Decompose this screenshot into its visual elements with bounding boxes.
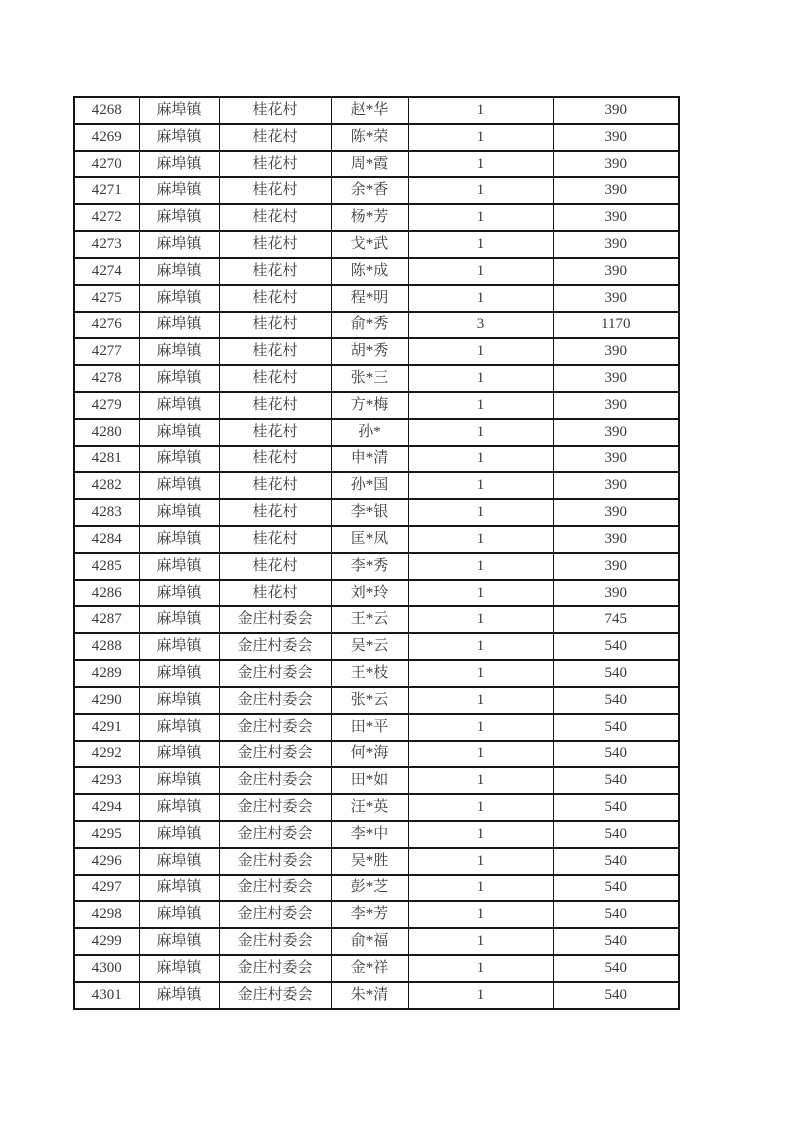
table-row (74, 151, 679, 178)
cell-town: 麻埠镇 (139, 901, 219, 928)
cell-serial-number: 4293 (74, 767, 139, 794)
table-row (74, 204, 679, 231)
cell-town: 麻埠镇 (139, 714, 219, 741)
cell-amount: 390 (553, 97, 679, 124)
cell-serial-number: 4286 (74, 580, 139, 607)
cell-serial-number: 4268 (74, 97, 139, 124)
cell-amount: 390 (553, 177, 679, 204)
cell-person-name: 陈*成 (331, 258, 408, 285)
cell-amount: 540 (553, 767, 679, 794)
cell-person-name: 张*三 (331, 365, 408, 392)
cell-serial-number: 4271 (74, 177, 139, 204)
table-row (74, 472, 679, 499)
cell-serial-number: 4284 (74, 526, 139, 553)
table-row (74, 660, 679, 687)
cell-count: 1 (408, 177, 553, 204)
table-row (74, 499, 679, 526)
cell-town: 麻埠镇 (139, 419, 219, 446)
cell-count: 1 (408, 124, 553, 151)
cell-amount: 390 (553, 526, 679, 553)
cell-count: 1 (408, 848, 553, 875)
cell-person-name: 汪*英 (331, 794, 408, 821)
cell-person-name: 李*中 (331, 821, 408, 848)
table-row (74, 526, 679, 553)
cell-serial-number: 4269 (74, 124, 139, 151)
cell-village: 桂花村 (219, 580, 331, 607)
cell-count: 1 (408, 580, 553, 607)
table-row (74, 875, 679, 902)
cell-person-name: 吴*云 (331, 633, 408, 660)
cell-town: 麻埠镇 (139, 928, 219, 955)
cell-serial-number: 4276 (74, 312, 139, 339)
table-row (74, 285, 679, 312)
cell-village: 金庄村委会 (219, 955, 331, 982)
cell-person-name: 田*如 (331, 767, 408, 794)
cell-village: 桂花村 (219, 446, 331, 473)
subsidy-list-table (73, 96, 680, 1010)
cell-count: 1 (408, 660, 553, 687)
cell-count: 1 (408, 606, 553, 633)
table-row (74, 338, 679, 365)
cell-village: 金庄村委会 (219, 928, 331, 955)
cell-town: 麻埠镇 (139, 687, 219, 714)
table-row (74, 419, 679, 446)
cell-amount: 390 (553, 285, 679, 312)
cell-amount: 540 (553, 794, 679, 821)
cell-count: 1 (408, 231, 553, 258)
cell-town: 麻埠镇 (139, 365, 219, 392)
cell-amount: 390 (553, 151, 679, 178)
cell-village: 桂花村 (219, 419, 331, 446)
cell-town: 麻埠镇 (139, 446, 219, 473)
cell-amount: 745 (553, 606, 679, 633)
cell-town: 麻埠镇 (139, 97, 219, 124)
cell-count: 1 (408, 955, 553, 982)
cell-village: 金庄村委会 (219, 741, 331, 768)
cell-count: 3 (408, 312, 553, 339)
cell-count: 1 (408, 901, 553, 928)
cell-village: 金庄村委会 (219, 660, 331, 687)
cell-village: 桂花村 (219, 526, 331, 553)
cell-amount: 540 (553, 848, 679, 875)
cell-serial-number: 4277 (74, 338, 139, 365)
table-row (74, 231, 679, 258)
cell-town: 麻埠镇 (139, 848, 219, 875)
cell-amount: 540 (553, 821, 679, 848)
cell-village: 桂花村 (219, 553, 331, 580)
cell-amount: 390 (553, 553, 679, 580)
cell-serial-number: 4290 (74, 687, 139, 714)
cell-serial-number: 4294 (74, 794, 139, 821)
cell-count: 1 (408, 338, 553, 365)
cell-person-name: 匡*凤 (331, 526, 408, 553)
cell-village: 金庄村委会 (219, 848, 331, 875)
cell-town: 麻埠镇 (139, 741, 219, 768)
cell-serial-number: 4285 (74, 553, 139, 580)
table-row (74, 446, 679, 473)
cell-village: 金庄村委会 (219, 875, 331, 902)
cell-town: 麻埠镇 (139, 794, 219, 821)
cell-serial-number: 4288 (74, 633, 139, 660)
cell-count: 1 (408, 767, 553, 794)
cell-person-name: 戈*武 (331, 231, 408, 258)
cell-count: 1 (408, 526, 553, 553)
cell-amount: 390 (553, 338, 679, 365)
cell-person-name: 彭*芝 (331, 875, 408, 902)
table-row (74, 365, 679, 392)
cell-person-name: 杨*芳 (331, 204, 408, 231)
cell-serial-number: 4282 (74, 472, 139, 499)
cell-town: 麻埠镇 (139, 526, 219, 553)
table-body (74, 97, 679, 1009)
cell-serial-number: 4295 (74, 821, 139, 848)
cell-person-name: 余*香 (331, 177, 408, 204)
cell-town: 麻埠镇 (139, 392, 219, 419)
cell-serial-number: 4273 (74, 231, 139, 258)
cell-person-name: 何*海 (331, 741, 408, 768)
cell-person-name: 吴*胜 (331, 848, 408, 875)
table-row (74, 606, 679, 633)
cell-count: 1 (408, 687, 553, 714)
cell-person-name: 申*清 (331, 446, 408, 473)
cell-village: 金庄村委会 (219, 982, 331, 1009)
cell-person-name: 孙*国 (331, 472, 408, 499)
table-row (74, 312, 679, 339)
cell-person-name: 金*祥 (331, 955, 408, 982)
cell-person-name: 王*枝 (331, 660, 408, 687)
cell-count: 1 (408, 204, 553, 231)
table-row (74, 955, 679, 982)
table-row (74, 633, 679, 660)
cell-town: 麻埠镇 (139, 231, 219, 258)
table-row (74, 714, 679, 741)
cell-village: 桂花村 (219, 97, 331, 124)
cell-town: 麻埠镇 (139, 338, 219, 365)
cell-village: 桂花村 (219, 285, 331, 312)
cell-amount: 390 (553, 365, 679, 392)
cell-serial-number: 4291 (74, 714, 139, 741)
table-row (74, 580, 679, 607)
cell-village: 桂花村 (219, 338, 331, 365)
cell-town: 麻埠镇 (139, 312, 219, 339)
cell-person-name: 方*梅 (331, 392, 408, 419)
cell-person-name: 陈*荣 (331, 124, 408, 151)
cell-village: 桂花村 (219, 231, 331, 258)
table-row (74, 794, 679, 821)
cell-person-name: 李*秀 (331, 553, 408, 580)
cell-amount: 390 (553, 392, 679, 419)
cell-village: 桂花村 (219, 472, 331, 499)
cell-village: 金庄村委会 (219, 901, 331, 928)
cell-amount: 540 (553, 928, 679, 955)
cell-count: 1 (408, 365, 553, 392)
cell-person-name: 孙* (331, 419, 408, 446)
cell-count: 1 (408, 151, 553, 178)
cell-amount: 540 (553, 714, 679, 741)
cell-village: 桂花村 (219, 177, 331, 204)
cell-village: 金庄村委会 (219, 687, 331, 714)
cell-person-name: 俞*福 (331, 928, 408, 955)
cell-village: 桂花村 (219, 124, 331, 151)
cell-village: 金庄村委会 (219, 821, 331, 848)
cell-amount: 540 (553, 982, 679, 1009)
cell-town: 麻埠镇 (139, 660, 219, 687)
cell-village: 金庄村委会 (219, 767, 331, 794)
cell-person-name: 李*银 (331, 499, 408, 526)
cell-serial-number: 4272 (74, 204, 139, 231)
cell-serial-number: 4299 (74, 928, 139, 955)
cell-count: 1 (408, 794, 553, 821)
cell-town: 麻埠镇 (139, 553, 219, 580)
cell-amount: 390 (553, 204, 679, 231)
cell-amount: 390 (553, 124, 679, 151)
cell-count: 1 (408, 714, 553, 741)
cell-serial-number: 4278 (74, 365, 139, 392)
cell-serial-number: 4275 (74, 285, 139, 312)
cell-count: 1 (408, 982, 553, 1009)
cell-count: 1 (408, 472, 553, 499)
cell-person-name: 胡*秀 (331, 338, 408, 365)
cell-town: 麻埠镇 (139, 177, 219, 204)
table-row (74, 821, 679, 848)
cell-person-name: 王*云 (331, 606, 408, 633)
table-row (74, 901, 679, 928)
table-row (74, 258, 679, 285)
cell-count: 1 (408, 285, 553, 312)
cell-village: 金庄村委会 (219, 633, 331, 660)
table-row (74, 177, 679, 204)
cell-serial-number: 4274 (74, 258, 139, 285)
cell-person-name: 田*平 (331, 714, 408, 741)
cell-town: 麻埠镇 (139, 472, 219, 499)
cell-count: 1 (408, 392, 553, 419)
cell-serial-number: 4281 (74, 446, 139, 473)
cell-count: 1 (408, 97, 553, 124)
cell-amount: 540 (553, 687, 679, 714)
cell-amount: 540 (553, 633, 679, 660)
cell-town: 麻埠镇 (139, 982, 219, 1009)
cell-town: 麻埠镇 (139, 580, 219, 607)
cell-person-name: 周*霞 (331, 151, 408, 178)
cell-town: 麻埠镇 (139, 499, 219, 526)
cell-serial-number: 4296 (74, 848, 139, 875)
cell-count: 1 (408, 258, 553, 285)
cell-amount: 390 (553, 499, 679, 526)
cell-amount: 540 (553, 741, 679, 768)
cell-serial-number: 4287 (74, 606, 139, 633)
cell-serial-number: 4300 (74, 955, 139, 982)
cell-serial-number: 4292 (74, 741, 139, 768)
cell-person-name: 赵*华 (331, 97, 408, 124)
cell-count: 1 (408, 419, 553, 446)
cell-amount: 390 (553, 419, 679, 446)
cell-count: 1 (408, 875, 553, 902)
table-row (74, 741, 679, 768)
cell-count: 1 (408, 741, 553, 768)
cell-serial-number: 4297 (74, 875, 139, 902)
cell-village: 桂花村 (219, 258, 331, 285)
table-row (74, 767, 679, 794)
cell-person-name: 朱*清 (331, 982, 408, 1009)
cell-amount: 1170 (553, 312, 679, 339)
cell-person-name: 李*芳 (331, 901, 408, 928)
cell-amount: 540 (553, 660, 679, 687)
cell-town: 麻埠镇 (139, 124, 219, 151)
cell-serial-number: 4289 (74, 660, 139, 687)
cell-count: 1 (408, 821, 553, 848)
cell-serial-number: 4283 (74, 499, 139, 526)
cell-amount: 540 (553, 875, 679, 902)
table-row (74, 392, 679, 419)
cell-town: 麻埠镇 (139, 151, 219, 178)
cell-village: 桂花村 (219, 312, 331, 339)
cell-amount: 390 (553, 580, 679, 607)
cell-village: 金庄村委会 (219, 714, 331, 741)
cell-town: 麻埠镇 (139, 204, 219, 231)
cell-person-name: 俞*秀 (331, 312, 408, 339)
cell-town: 麻埠镇 (139, 955, 219, 982)
cell-serial-number: 4279 (74, 392, 139, 419)
cell-village: 桂花村 (219, 392, 331, 419)
cell-village: 金庄村委会 (219, 606, 331, 633)
cell-person-name: 张*云 (331, 687, 408, 714)
cell-village: 金庄村委会 (219, 794, 331, 821)
cell-person-name: 程*明 (331, 285, 408, 312)
table-row (74, 982, 679, 1009)
cell-amount: 390 (553, 231, 679, 258)
cell-town: 麻埠镇 (139, 633, 219, 660)
table-row (74, 553, 679, 580)
table-row (74, 124, 679, 151)
cell-count: 1 (408, 553, 553, 580)
cell-village: 桂花村 (219, 151, 331, 178)
cell-town: 麻埠镇 (139, 767, 219, 794)
cell-amount: 390 (553, 472, 679, 499)
cell-amount: 540 (553, 955, 679, 982)
table-row (74, 97, 679, 124)
cell-count: 1 (408, 499, 553, 526)
cell-amount: 390 (553, 258, 679, 285)
cell-serial-number: 4270 (74, 151, 139, 178)
cell-town: 麻埠镇 (139, 875, 219, 902)
cell-town: 麻埠镇 (139, 285, 219, 312)
cell-town: 麻埠镇 (139, 606, 219, 633)
cell-serial-number: 4301 (74, 982, 139, 1009)
cell-village: 桂花村 (219, 365, 331, 392)
cell-person-name: 刘*玲 (331, 580, 408, 607)
cell-amount: 540 (553, 901, 679, 928)
cell-serial-number: 4280 (74, 419, 139, 446)
cell-count: 1 (408, 446, 553, 473)
table-row (74, 848, 679, 875)
cell-town: 麻埠镇 (139, 258, 219, 285)
cell-village: 桂花村 (219, 499, 331, 526)
cell-count: 1 (408, 928, 553, 955)
cell-serial-number: 4298 (74, 901, 139, 928)
cell-amount: 390 (553, 446, 679, 473)
table-row (74, 928, 679, 955)
cell-village: 桂花村 (219, 204, 331, 231)
cell-town: 麻埠镇 (139, 821, 219, 848)
cell-count: 1 (408, 633, 553, 660)
table-row (74, 687, 679, 714)
